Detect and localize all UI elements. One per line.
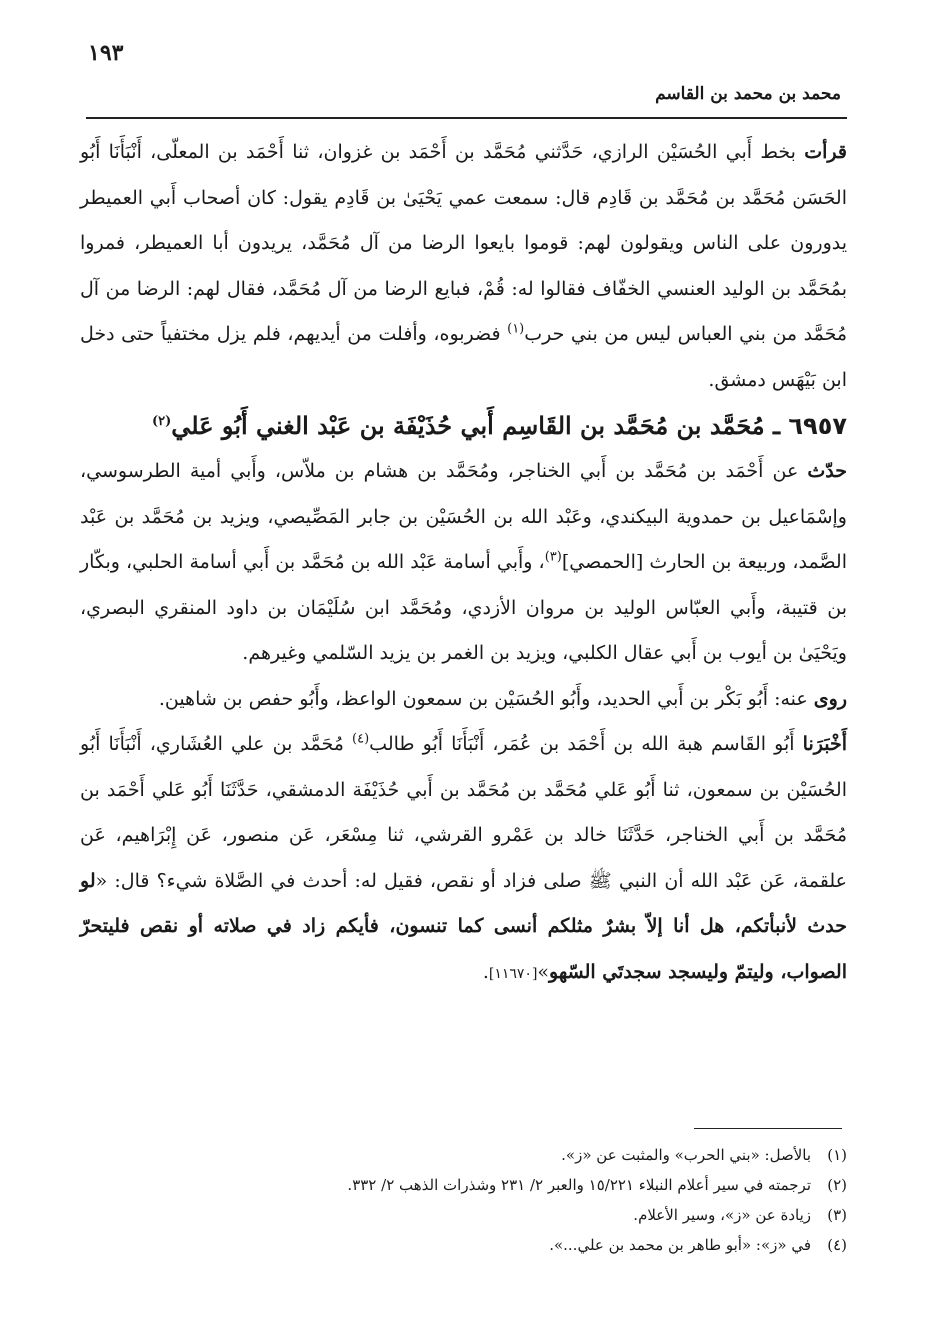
paragraph-text: بخط أَبي الحُسَيْن الرازي، حَدَّثني مُحَمَّد بن أَحْمَد بن غزوان، ثنا أَحْمَد بن المعلّى، أَنْبَأَنَا أَبُو الحَسَن مُحَمَّد بن مُحَمَّد بن قَادِم قال: سمعت عمي يَحْيَىٰ بن قَادِم يقول: كان أصحاب أَبي العميطر يدورون على الناس ويقولون لهم: قوموا بايعوا الرضا من آل مُحَمَّد، يريدون أبا العميطر، فمروا بمُحَمَّد بن الوليد العنسي الخفّاف فقالوا له: قُمْ، فبايع الرضا من آل مُحَمَّد، فقال لهم: الرضا من آل مُحَمَّد من بني العباس ليس من بني حرب (80, 141, 848, 345)
footnote-ref-3: (٣) (544, 549, 562, 565)
footnote-3 (80, 1200, 847, 1230)
paragraph-akhbarana (80, 722, 847, 997)
footnote-text: بالأصل: «بني الحرب» والمثبت عن «ز». (561, 1146, 811, 1164)
paragraph-rawa (80, 677, 847, 723)
main-text (80, 130, 847, 997)
footnotes (80, 1140, 847, 1260)
footnote-text: ترجمته في سير أعلام النبلاء ١٥/٢٢١ والعبر ٢/ ٢٣١ وشذرات الذهب ٢/ ٣٣٢. (347, 1176, 811, 1194)
footnote-number: (٣) (827, 1206, 847, 1224)
footnote-2 (80, 1170, 847, 1200)
paragraph-text: عنه: أَبُو بَكْر بن أَبي الحديد، وأَبُو الحُسَيْن بن سمعون الواعظ، وأَبُو حفص بن شاهين. (158, 687, 814, 710)
hadith-text: لو حدث لأنبأتكم، هل أنا إلاّ بشرٌ مثلكم أنسى كما تنسون، فأيكم زاد في صلاته أو نقص فليتحرّ الصواب، وليتمّ وليسجد سجدتَي السّهو (80, 869, 847, 983)
lead-word: أَخْبَرَنا (802, 733, 847, 755)
running-head: محمد بن محمد بن القاسم (655, 84, 841, 104)
paragraph-text: عن أَحْمَد بن مُحَمَّد بن أَبي الخناجر، ومُحَمَّد بن هشام بن ملاّس، وأَبي أمية الطرسوسي، وإسْمَاعيل بن حمدوية البيكندي، وعَبْد الله بن الحُسَيْن بن جابر المَصِّيصي، ويزيد بن مُحَمَّد بن عَبْد الصَّمد، وربيعة بن الحارث [الحمصي] (80, 460, 847, 573)
entry-number: ٦٩٥٧ (788, 412, 847, 440)
page-number: ١٩٣ (88, 40, 124, 66)
paragraph-text-cont: مُحَمَّد بن علي العُشَاري، أَنْبَأَنَا أَبُو الحُسَيْن بن سمعون، ثنا أَبُو عَلي مُحَمَّد بن مُحَمَّد بن أَبي حُذَيْفَة الدمشقي، حَدَّثَنَا أَبُو عَلي أَحْمَد بن مُحَمَّد بن أَبي الخناجر، حَدَّثَنَا خالد بن عَمْرو القرشي، ثنا مِسْعَر، عَن منصور، عَن إِبْرَاهيم، عَن علقمة، عَن عَبْد الله أن النبي ﷺ صلى فزاد أو نقص، فقيل له: أحدث في الصَّلاة شيء؟ قال: « (80, 733, 847, 892)
paragraph-qara'tu (80, 130, 847, 403)
lead-word: حدّث (807, 460, 847, 482)
paragraph-text: أَبُو القَاسم هبة الله بن أَحْمَد بن عُمَر، أَنْبَأَنَا أَبُو طالب (369, 733, 803, 755)
lead-word: قرأت (804, 141, 847, 163)
footnote-1 (80, 1140, 847, 1170)
paragraph-haddatha (80, 449, 847, 677)
footnote-number: (١) (827, 1146, 847, 1164)
footnote-text: في «ز»: «أبو طاهر بن محمد بن علي...». (549, 1236, 811, 1254)
footnote-ref-4: (٤) (352, 731, 370, 747)
paragraph-end: . (482, 960, 489, 983)
footnote-4 (80, 1230, 847, 1260)
header-rule (86, 117, 847, 119)
entry-title: ـ مُحَمَّد بن مُحَمَّد بن القَاسِم أَبي حُذَيْفَة بن عَبْد الغني أَبُو عَلي (171, 411, 789, 440)
footnote-number: (٢) (827, 1176, 847, 1194)
footnote-text: زيادة عن «ز»، وسير الأعلام. (633, 1206, 811, 1224)
lead-word: روى (813, 687, 847, 710)
footnote-ref-1: (١) (507, 321, 525, 337)
paragraph-text-cont: ، وأَبي أسامة عَبْد الله بن مُحَمَّد بن أَبي أسامة الحلبي، وبكّار بن قتيبة، وأَبي العبّاس الوليد بن مروان الأزدي، ومُحَمَّد ابن سُلَيْمَان بن داود المنقري البصري، ويَحْيَىٰ بن أيوب بن أَبي عقال الكلبي، ويزيد بن الغمر بن يزيد السّلمي وغيرهم. (80, 551, 847, 664)
quote-close: » (537, 960, 550, 983)
paragraph-tail: فضربوه، وأفلت من أيديهم، فلم يزل مختفياً حتى دخل ابن بَيْهَس دمشق. (80, 323, 847, 391)
footnote-number: (٤) (827, 1236, 847, 1254)
hadith-number: [١١٦٧٠] (488, 965, 538, 982)
footnote-rule (694, 1128, 842, 1129)
footnote-ref-2: (٢) (152, 414, 172, 429)
entry-heading (80, 403, 847, 449)
